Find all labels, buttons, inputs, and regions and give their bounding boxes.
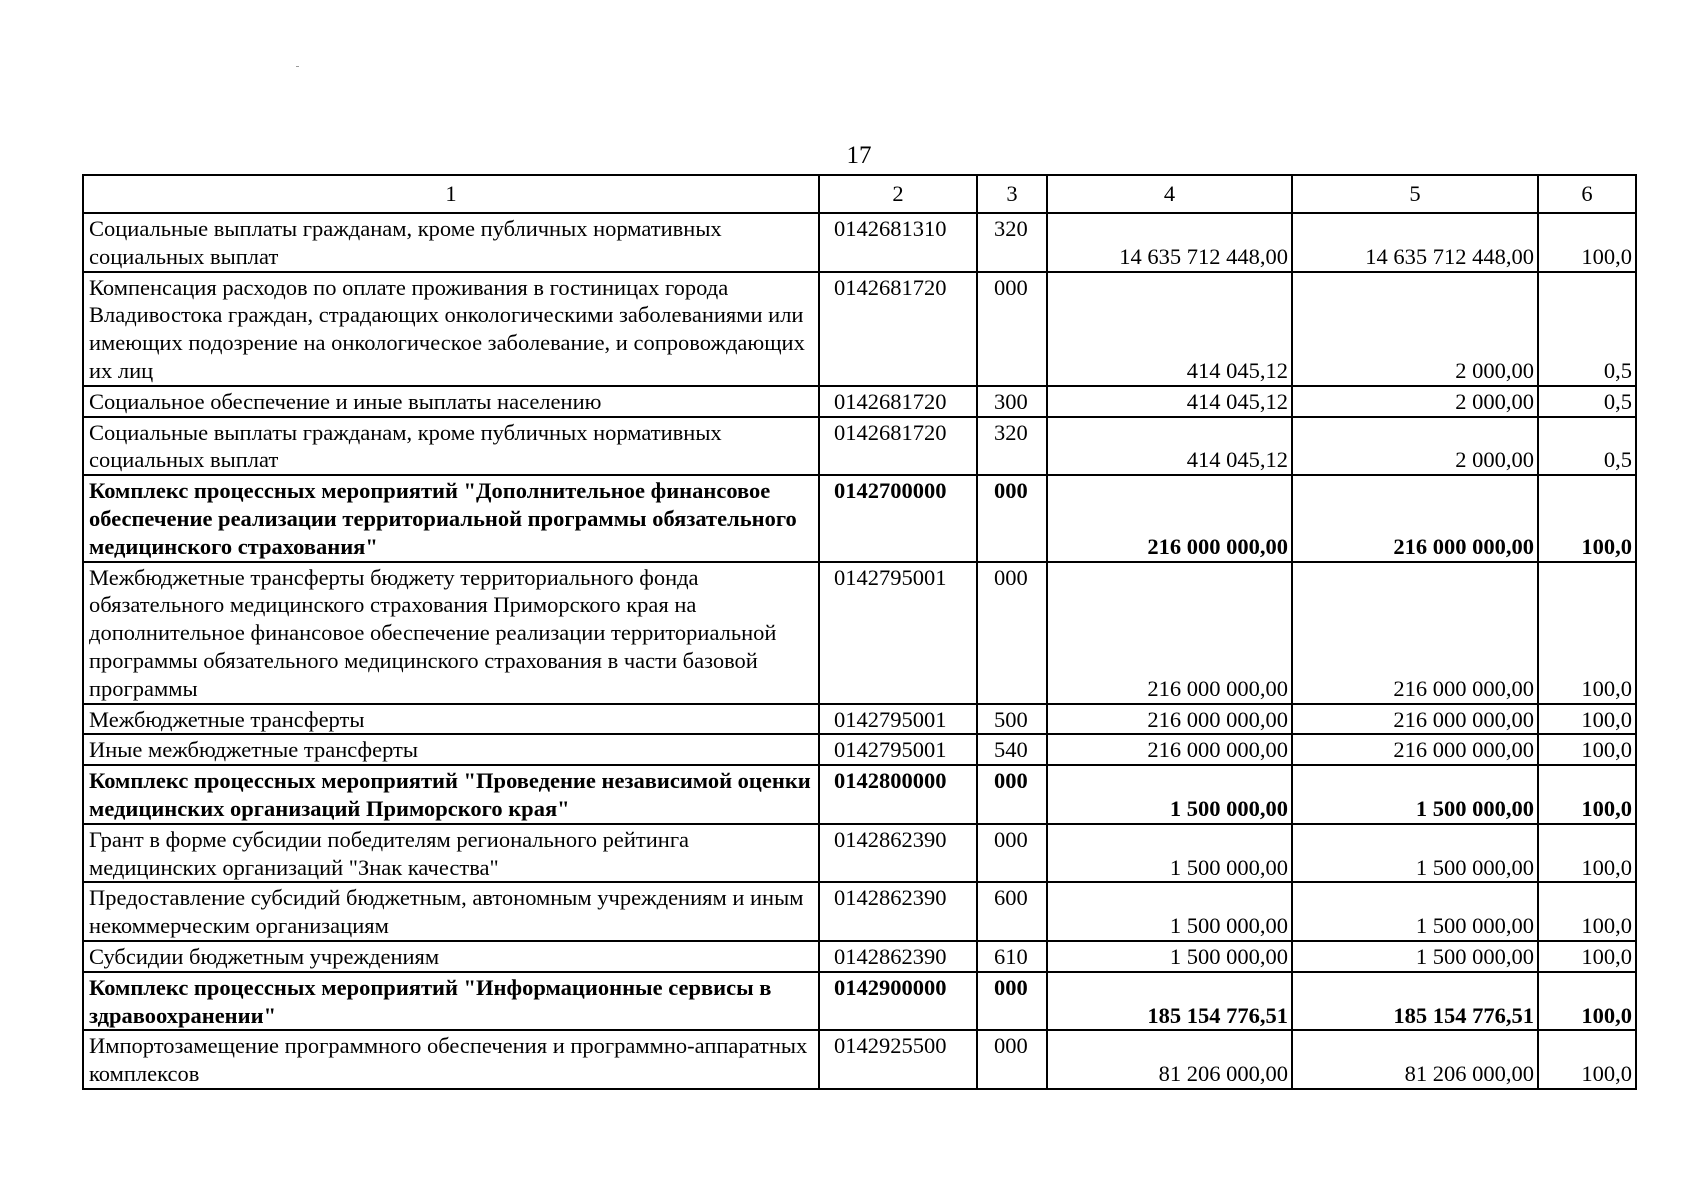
row-col6-cell: 100,0 [1538,824,1636,883]
row-col6-cell: 100,0 [1538,765,1636,824]
row-type-cell: 600 [977,882,1047,941]
row-col5-cell: 1 500 000,00 [1292,824,1538,883]
table-row [83,1030,1636,1089]
row-name-cell: Компенсация расходов по оплате проживания в гостиницах города Владивостока граждан, страдающих онкологическими заболеваниями или имеющих подозрение на онкологическое заболевание, и сопровождающих их лиц [83,272,819,386]
row-col6-cell: 0,5 [1538,417,1636,476]
row-col6-cell: 100,0 [1538,1030,1636,1089]
row-name-cell: Субсидии бюджетным учреждениям [83,941,819,972]
row-col6-cell: 100,0 [1538,734,1636,765]
row-col5-cell: 2 000,00 [1292,386,1538,417]
row-col4-cell: 216 000 000,00 [1047,704,1292,735]
row-name-cell: Социальные выплаты гражданам, кроме публичных нормативных социальных выплат [83,417,819,476]
table-row [83,734,1636,765]
row-col4-cell: 1 500 000,00 [1047,824,1292,883]
row-type-cell: 540 [977,734,1047,765]
row-name-cell: Межбюджетные трансферты бюджету территориального фонда обязательного медицинского страхования Приморского края на дополнительное финансовое обеспечение реализации территориальной программы обязательного медицинского страхования в части базовой программы [83,562,819,704]
row-col4-cell: 14 635 712 448,00 [1047,213,1292,272]
row-col6-cell: 0,5 [1538,272,1636,386]
row-type-cell: 500 [977,704,1047,735]
row-col4-cell: 414 045,12 [1047,272,1292,386]
row-type-cell: 300 [977,386,1047,417]
row-code-cell: 0142862390 [819,941,977,972]
row-code-cell: 0142795001 [819,734,977,765]
row-type-cell: 000 [977,272,1047,386]
row-code-cell: 0142862390 [819,882,977,941]
row-type-cell: 000 [977,972,1047,1031]
table-row [83,213,1636,272]
table-row [83,417,1636,476]
row-code-cell: 0142925500 [819,1030,977,1089]
table-row [83,882,1636,941]
row-col5-cell: 1 500 000,00 [1292,882,1538,941]
header-cell-6: 6 [1538,175,1636,213]
table-body [83,175,1636,1089]
row-type-cell: 610 [977,941,1047,972]
table-row [83,765,1636,824]
row-col5-cell: 216 000 000,00 [1292,475,1538,561]
row-type-cell: 000 [977,765,1047,824]
row-code-cell: 0142795001 [819,704,977,735]
row-col5-cell: 216 000 000,00 [1292,704,1538,735]
row-col6-cell: 100,0 [1538,704,1636,735]
row-code-cell: 0142681720 [819,386,977,417]
row-col4-cell: 414 045,12 [1047,386,1292,417]
row-col4-cell: 185 154 776,51 [1047,972,1292,1031]
table-row [83,562,1636,704]
header-cell-2: 2 [819,175,977,213]
row-code-cell: 0142862390 [819,824,977,883]
row-col4-cell: 216 000 000,00 [1047,562,1292,704]
table-row [83,704,1636,735]
budget-table [82,174,1637,1090]
row-type-cell: 000 [977,562,1047,704]
row-type-cell: 320 [977,417,1047,476]
table-row [83,272,1636,386]
table-header-row [83,175,1636,213]
row-col5-cell: 2 000,00 [1292,417,1538,476]
row-col4-cell: 1 500 000,00 [1047,941,1292,972]
row-col6-cell: 100,0 [1538,475,1636,561]
header-cell-5: 5 [1292,175,1538,213]
row-name-cell: Иные межбюджетные трансферты [83,734,819,765]
row-name-cell: Грант в форме субсидии победителям регионального рейтинга медицинских организаций "Знак качества" [83,824,819,883]
table-row [83,824,1636,883]
row-col5-cell: 1 500 000,00 [1292,765,1538,824]
row-col6-cell: 0,5 [1538,386,1636,417]
row-col6-cell: 100,0 [1538,972,1636,1031]
row-name-cell: Межбюджетные трансферты [83,704,819,735]
row-name-cell: Комплекс процессных мероприятий "Дополнительное финансовое обеспечение реализации территориальной программы обязательного медицинского страхования" [83,475,819,561]
row-col5-cell: 216 000 000,00 [1292,562,1538,704]
row-col4-cell: 1 500 000,00 [1047,765,1292,824]
header-cell-1: 1 [83,175,819,213]
header-cell-4: 4 [1047,175,1292,213]
table-row [83,386,1636,417]
row-col4-cell: 1 500 000,00 [1047,882,1292,941]
row-type-cell: 320 [977,213,1047,272]
row-col4-cell: 414 045,12 [1047,417,1292,476]
row-code-cell: 0142681720 [819,417,977,476]
row-code-cell: 0142681720 [819,272,977,386]
row-col4-cell: 216 000 000,00 [1047,734,1292,765]
table-row [83,475,1636,561]
row-code-cell: 0142700000 [819,475,977,561]
row-name-cell: Предоставление субсидий бюджетным, автономным учреждениям и иным некоммерческим организациям [83,882,819,941]
row-col5-cell: 216 000 000,00 [1292,734,1538,765]
row-col6-cell: 100,0 [1538,562,1636,704]
row-code-cell: 0142900000 [819,972,977,1031]
row-col5-cell: 185 154 776,51 [1292,972,1538,1031]
row-name-cell: Импортозамещение программного обеспечения и программно-аппаратных комплексов [83,1030,819,1089]
header-cell-3: 3 [977,175,1047,213]
table-row [83,941,1636,972]
row-type-cell: 000 [977,475,1047,561]
row-col5-cell: 1 500 000,00 [1292,941,1538,972]
row-col4-cell: 81 206 000,00 [1047,1030,1292,1089]
row-type-cell: 000 [977,1030,1047,1089]
row-type-cell: 000 [977,824,1047,883]
row-col5-cell: 81 206 000,00 [1292,1030,1538,1089]
row-code-cell: 0142795001 [819,562,977,704]
row-col6-cell: 100,0 [1538,882,1636,941]
row-col6-cell: 100,0 [1538,941,1636,972]
page-number: 17 [846,142,872,169]
scan-artifact [296,66,299,67]
row-col4-cell: 216 000 000,00 [1047,475,1292,561]
row-name-cell: Комплекс процессных мероприятий "Информационные сервисы в здравоохранении" [83,972,819,1031]
row-name-cell: Комплекс процессных мероприятий "Проведение независимой оценки медицинских организаций Приморского края" [83,765,819,824]
row-name-cell: Социальное обеспечение и иные выплаты населению [83,386,819,417]
row-code-cell: 0142681310 [819,213,977,272]
row-col5-cell: 14 635 712 448,00 [1292,213,1538,272]
row-code-cell: 0142800000 [819,765,977,824]
row-col5-cell: 2 000,00 [1292,272,1538,386]
row-col6-cell: 100,0 [1538,213,1636,272]
table-row [83,972,1636,1031]
row-name-cell: Социальные выплаты гражданам, кроме публичных нормативных социальных выплат [83,213,819,272]
